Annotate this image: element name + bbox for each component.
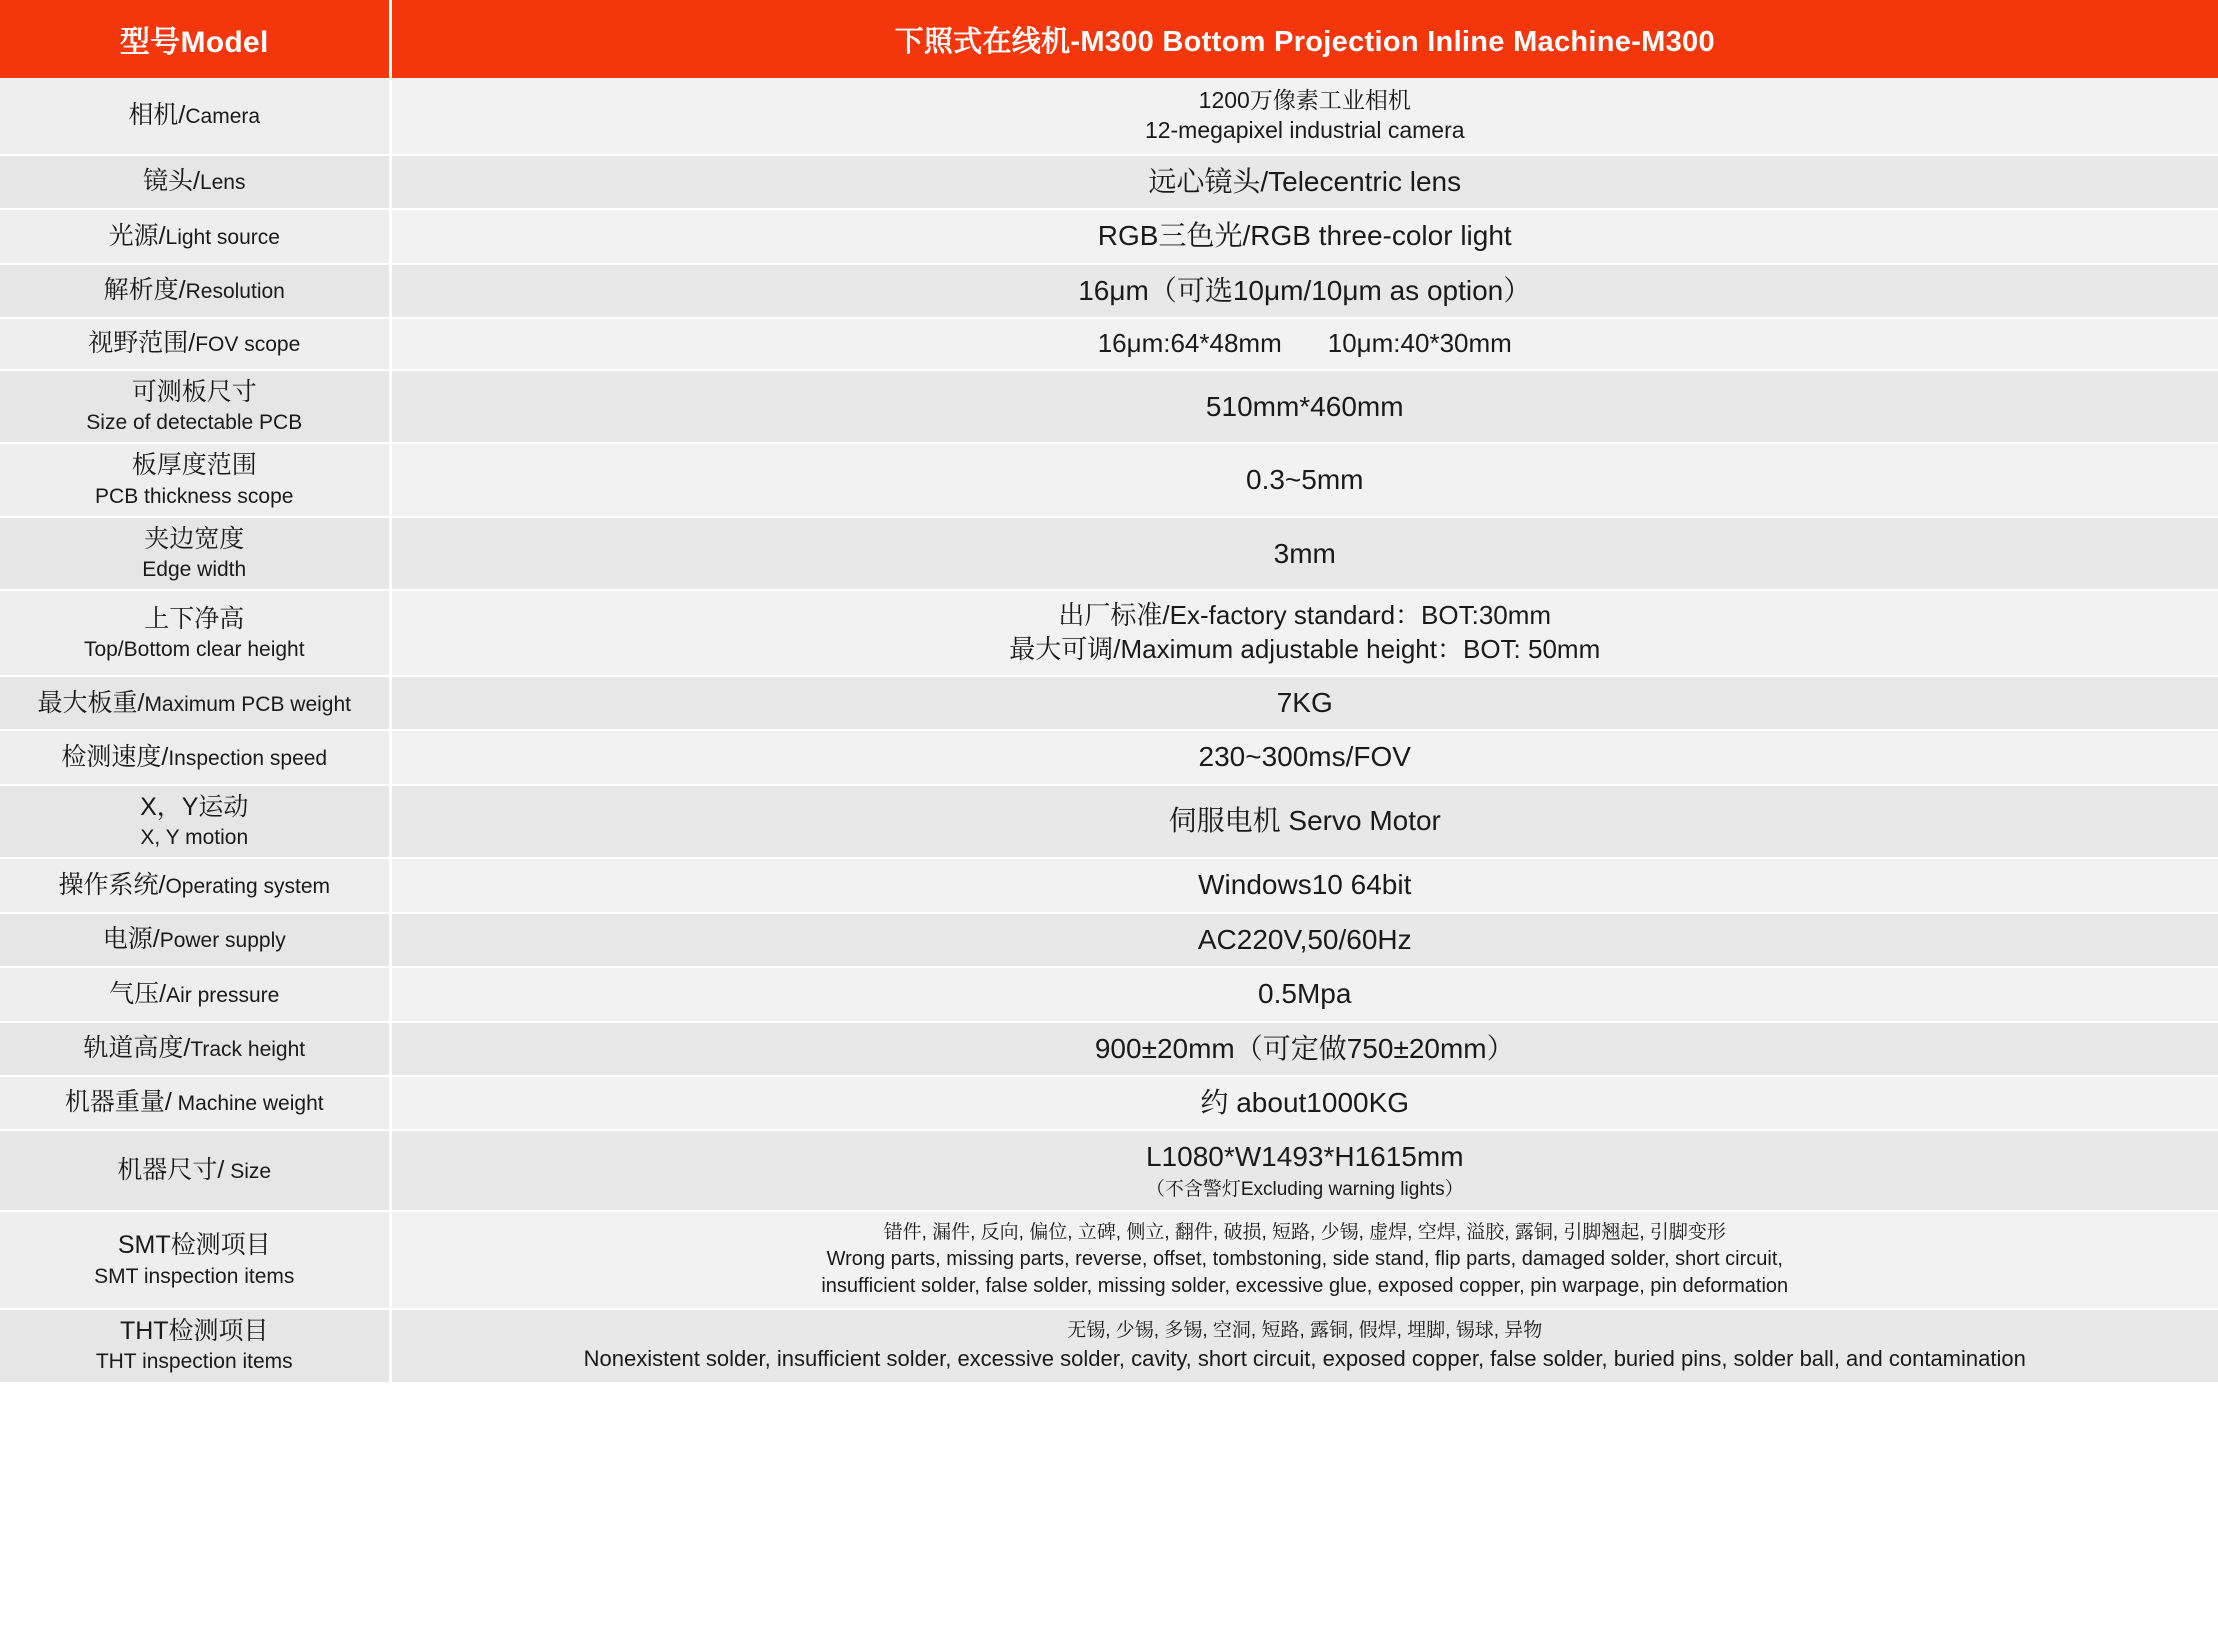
row-value <box>390 730 2218 784</box>
row-label-cn: 最大板重/ <box>37 688 145 717</box>
row-label-en: SMT inspection items <box>94 1264 295 1288</box>
row-label-en: PCB thickness scope <box>95 484 294 508</box>
table-row <box>0 209 2218 263</box>
row-value-line: 16μm:64*48mm <box>1097 328 1282 359</box>
row-value-line: 无锡, 少锡, 多锡, 空洞, 短路, 露铜, 假焊, 埋脚, 锡球, 异物 <box>1067 1320 1543 1342</box>
row-value-line: 0.5Mpa <box>1258 978 1352 1010</box>
row-value <box>390 1130 2218 1211</box>
table-row <box>0 913 2218 967</box>
header-value-cell: 下照式在线机-M300 Bottom Projection Inline Machine-M300 <box>390 0 2218 78</box>
table-row <box>0 858 2218 912</box>
table-row <box>0 1211 2218 1309</box>
row-value-line: L1080*W1493*H1615mm <box>1145 1141 1464 1173</box>
row-label <box>0 1130 390 1211</box>
row-value <box>390 967 2218 1021</box>
row-label-en: Camera <box>185 105 261 129</box>
row-label-cn: 夹边宽度 <box>144 524 245 553</box>
row-label <box>0 1211 390 1309</box>
row-label-en: Maximum PCB weight <box>144 692 351 716</box>
row-value-line: 7KG <box>1276 687 1333 719</box>
table-row <box>0 155 2218 209</box>
table-row <box>0 517 2218 591</box>
row-label <box>0 517 390 591</box>
row-label <box>0 1309 390 1383</box>
row-value <box>390 318 2218 370</box>
row-value-line: 约 about1000KG <box>1200 1086 1410 1118</box>
row-label-cn: 视野范围/ <box>88 329 196 358</box>
row-label <box>0 318 390 370</box>
row-label-cn: 上下净高 <box>144 604 245 633</box>
row-value-line: Windows10 64bit <box>1198 869 1412 901</box>
row-value <box>390 78 2218 155</box>
header-label-cell: 型号Model <box>0 0 390 78</box>
table-row <box>0 785 2218 859</box>
row-label <box>0 590 390 676</box>
row-label-en: FOV scope <box>195 333 301 357</box>
row-value-line: insufficient solder, false solder, missing solder, excessive glue, exposed copper, pin warpage, pin deformation <box>821 1275 1789 1297</box>
row-label-cn: 板厚度范围 <box>131 451 257 480</box>
row-label <box>0 967 390 1021</box>
row-value-line: 1200万像素工业相机 <box>1198 87 1411 113</box>
row-label-cn: 操作系统/ <box>58 870 166 899</box>
row-value-line: RGB三色光/RGB three-color light <box>1097 220 1512 252</box>
row-value <box>390 209 2218 263</box>
row-label-en: Size <box>224 1160 272 1184</box>
row-label-cn: 轨道高度/ <box>83 1034 191 1063</box>
row-label-cn: 电源/ <box>102 925 160 954</box>
table-row <box>0 370 2218 444</box>
row-label <box>0 264 390 318</box>
row-value-line: 510mm*460mm <box>1205 390 1404 422</box>
row-label-en: Air pressure <box>166 983 280 1007</box>
row-value-line: 230~300ms/FOV <box>1198 741 1411 773</box>
table-row <box>0 443 2218 517</box>
row-value-note: （不含警灯Excluding warning lights） <box>1145 1178 1464 1200</box>
row-label-en: Power supply <box>159 929 286 953</box>
row-label <box>0 730 390 784</box>
row-label <box>0 78 390 155</box>
table-row <box>0 590 2218 676</box>
row-label-cn: 检测速度/ <box>61 743 169 771</box>
table-row <box>0 318 2218 370</box>
row-label-en: Machine weight <box>171 1092 324 1116</box>
row-label <box>0 676 390 730</box>
row-value-pair <box>1098 328 1512 358</box>
row-value-line: 出厂标准/Ex-factory standard：BOT:30mm <box>1058 600 1552 631</box>
table-row <box>0 1309 2218 1383</box>
row-label-en: Lens <box>199 171 246 195</box>
row-label <box>0 209 390 263</box>
table-row <box>0 1022 2218 1076</box>
row-label-cn: 可测板尺寸 <box>131 377 257 406</box>
row-label-en: Inspection speed <box>168 747 328 770</box>
table-row <box>0 1076 2218 1130</box>
row-label <box>0 443 390 517</box>
row-label-cn: 机器重量/ <box>64 1088 172 1117</box>
row-value <box>390 155 2218 209</box>
row-label-cn: 气压/ <box>109 979 167 1008</box>
row-value-line: 0.3~5mm <box>1246 464 1364 495</box>
row-label-cn: 机器尺寸/ <box>117 1156 225 1185</box>
row-value <box>390 1022 2218 1076</box>
row-value <box>390 1309 2218 1383</box>
row-value <box>390 676 2218 730</box>
row-value <box>390 858 2218 912</box>
row-label-cn: SMT检测项目 <box>117 1231 271 1260</box>
row-label-cn: 光源/ <box>108 221 166 250</box>
row-value <box>390 264 2218 318</box>
row-label <box>0 370 390 444</box>
row-value <box>390 1076 2218 1130</box>
row-label-en: THT inspection items <box>95 1350 293 1374</box>
row-label-en: Size of detectable PCB <box>86 411 303 435</box>
table-header-row <box>0 0 2218 78</box>
row-value <box>390 590 2218 676</box>
row-label-cn: 解析度/ <box>103 276 186 305</box>
row-label-en: Resolution <box>185 280 285 304</box>
table-row <box>0 676 2218 730</box>
row-value-line: 3mm <box>1273 537 1336 569</box>
row-label-cn: 镜头/ <box>143 167 200 196</box>
row-label-en: Top/Bottom clear height <box>83 637 305 661</box>
row-label-en: Light source <box>165 225 280 249</box>
row-label <box>0 155 390 209</box>
row-value-line: 16μm（可选10μm/10μm as option） <box>1078 274 1532 306</box>
table-row <box>0 967 2218 1021</box>
row-value <box>390 443 2218 517</box>
row-value-line: 错件, 漏件, 反向, 偏位, 立碑, 侧立, 翻件, 破损, 短路, 少锡, 虚焊, 空焊, 溢胶, 露铜, 引脚翘起, 引脚变形 <box>883 1222 1726 1244</box>
row-value-line: AC220V,50/60Hz <box>1197 923 1412 955</box>
row-label-en: X, Y motion <box>140 826 249 850</box>
row-label-en: Edge width <box>142 558 247 582</box>
row-value <box>390 370 2218 444</box>
row-value <box>390 785 2218 859</box>
row-value-line: 12-megapixel industrial camera <box>1144 116 1465 143</box>
row-label <box>0 1076 390 1130</box>
row-label-en: Operating system <box>165 874 331 898</box>
row-label-en: Track height <box>190 1038 306 1062</box>
table-row <box>0 730 2218 784</box>
row-label <box>0 913 390 967</box>
table-row <box>0 1130 2218 1211</box>
row-label-cn: X，Y运动 <box>140 792 249 821</box>
row-value <box>390 1211 2218 1309</box>
row-value <box>390 517 2218 591</box>
row-label-cn: 相机/ <box>128 101 186 130</box>
row-value-line: 远心镜头/Telecentric lens <box>1148 165 1462 197</box>
row-value-line: 伺服电机 Servo Motor <box>1168 805 1441 837</box>
row-label <box>0 785 390 859</box>
row-value-line: 900±20mm（可定做750±20mm） <box>1094 1032 1515 1064</box>
row-label-cn: THT检测项目 <box>119 1317 269 1345</box>
row-value-line: 10μm:40*30mm <box>1327 328 1512 359</box>
row-label <box>0 858 390 912</box>
row-label <box>0 1022 390 1076</box>
row-value-line: Wrong parts, missing parts, reverse, offset, tombstoning, side stand, flip parts, damaged solder, short circuit, <box>826 1248 1783 1270</box>
row-value-line: 最大可调/Maximum adjustable height：BOT: 50mm <box>1009 634 1601 665</box>
row-value-line: Nonexistent solder, insufficient solder, excessive solder, cavity, short circuit, exposed copper, false solder, buried pins, solder ball, and contamination <box>583 1345 2026 1371</box>
row-value <box>390 913 2218 967</box>
table-row <box>0 78 2218 155</box>
table-row <box>0 264 2218 318</box>
